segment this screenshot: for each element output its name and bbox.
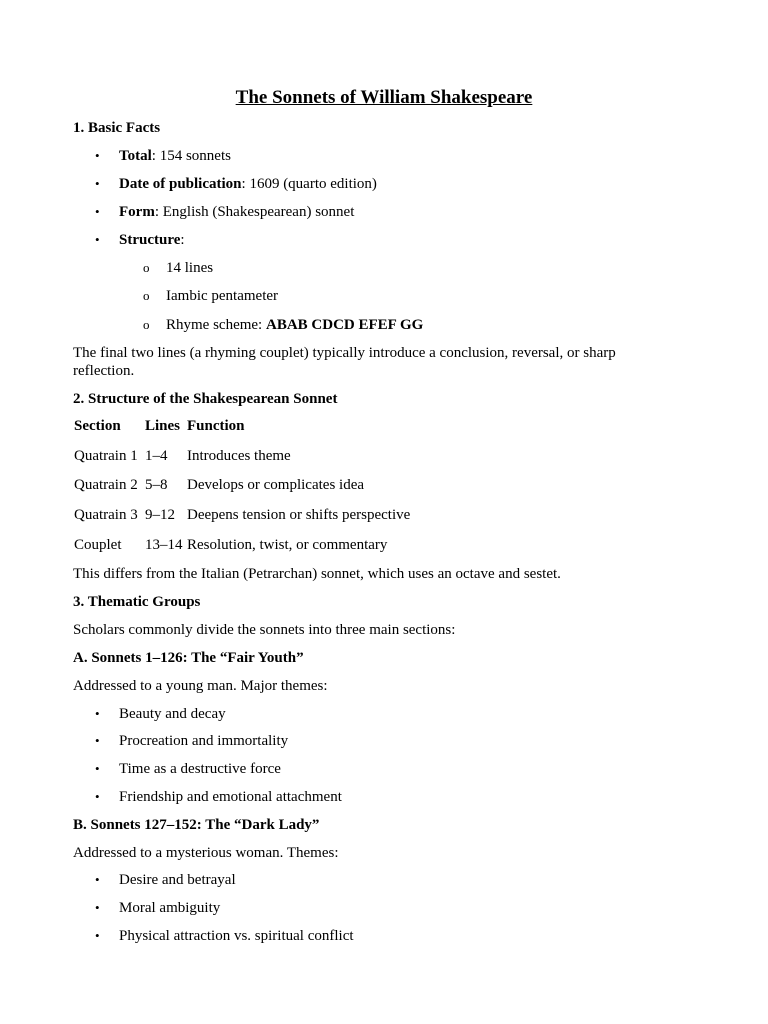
rhyme-scheme: ABAB CDCD EFEF GG <box>265 317 424 333</box>
circle-bullet-icon: o <box>143 288 150 303</box>
table-cell: Introduces theme <box>187 447 291 464</box>
table-row <box>72 442 412 472</box>
theme-text: Time as a destructive force <box>119 761 281 777</box>
bullet-icon: • <box>95 761 100 776</box>
fact-label: Structure <box>119 232 181 248</box>
bullet-icon: • <box>95 789 100 804</box>
table-cell: Quatrain 1 <box>74 447 138 464</box>
group-b-heading: B. Sonnets 127–152: The “Dark Lady” <box>73 817 320 833</box>
bullet-icon: • <box>95 204 100 219</box>
bullet-icon: • <box>95 733 100 748</box>
bullet-icon: • <box>95 232 100 247</box>
column-header: Section <box>74 418 121 435</box>
fact-label: Form <box>119 204 155 220</box>
theme-text: Moral ambiguity <box>119 900 221 916</box>
table-header-row <box>72 412 412 442</box>
section-1-heading: 1. Basic Facts <box>73 120 161 136</box>
column-header: Lines <box>145 418 181 435</box>
table-row <box>72 471 412 501</box>
petrarchan-note: This differs from the Italian (Petrarchan) sonnet, which uses an octave and sestet. <box>73 566 561 582</box>
structure-item: 14 lines <box>166 260 214 276</box>
bullet-icon: • <box>95 872 100 887</box>
circle-bullet-icon: o <box>143 260 150 275</box>
theme-text: Friendship and emotional attachment <box>119 789 342 805</box>
table-cell: 13–14 <box>145 536 183 553</box>
table-cell: 9–12 <box>145 507 175 524</box>
fact-value: English (Shakespearean) sonnet <box>159 204 355 220</box>
section-2-heading: 2. Structure of the Shakespearean Sonnet <box>73 391 338 407</box>
table-cell: Resolution, twist, or commentary <box>187 536 388 553</box>
table-cell: Quatrain 3 <box>74 507 138 524</box>
theme-text: Beauty and decay <box>119 706 226 722</box>
group-b-intro: Addressed to a mysterious woman. Themes: <box>73 845 339 861</box>
theme-text: Desire and betrayal <box>119 872 236 888</box>
table-cell: Couplet <box>74 536 122 553</box>
circle-bullet-icon: o <box>143 317 150 332</box>
bullet-icon: • <box>95 928 100 943</box>
section-3-heading: 3. Thematic Groups <box>73 594 201 610</box>
section-3-intro: Scholars commonly divide the sonnets into three main sections: <box>73 622 456 638</box>
sonnet-structure-table <box>72 412 412 560</box>
group-a-intro: Addressed to a young man. Major themes: <box>73 678 328 694</box>
fact-value: 1609 (quarto edition) <box>245 176 377 192</box>
fact-value: 154 sonnets <box>155 148 231 164</box>
theme-text: Procreation and immortality <box>119 733 289 749</box>
bullet-icon: • <box>95 706 100 721</box>
table-cell: Deepens tension or shifts perspective <box>187 507 411 524</box>
structure-item: Iambic pentameter <box>166 288 279 304</box>
bullet-icon: • <box>95 148 100 163</box>
table-cell: 1–4 <box>145 447 168 464</box>
fact-label: Date of publication <box>119 176 242 192</box>
table-cell: Develops or complicates idea <box>187 477 365 494</box>
document-page: The Sonnets of William Shakespeare 1. Basic Facts • Total: 154 sonnets • Date of publication: 1609 (quarto edition) • Form: English (Shakespearean) sonnet • Structure: o 14 lines o Iambic pentameter o Rhyme scheme: ABAB CDCD EFEF GG The final two lines (a rhyming couplet) typically introduce a conclusion, reversal, or sharp reflection. 2. Structure of the Shakespearean Sonnet Section Lines Function Quatrain 1 1–4 Introduces theme Quatrain 2 5–8 Develops or complicates idea Quatrain 3 9–12 Deepens tension or shifts perspective Couplet 13–14 Resolution, twist, or commentary This differs from the Italian (Petrarchan) sonnet, which uses an octave and sestet. 3. Thematic Groups Scholars commonly divide the sonnets into three main sections: A. Sonnets 1–126: The “Fair Youth” Addressed to a young man. Major themes: • Beauty and decay • Procreation and immortality • Time as a destructive force • Friendship and emotional attachment B. Sonnets 127–152: The “Dark Lady” Addressed to a mysterious woman. Themes: • Desire and betrayal • Moral ambiguity • Physical attraction vs. spiritual conflict <box>0 0 768 1024</box>
structure-item: Rhyme scheme: ABAB CDCD EFEF GG <box>166 317 424 333</box>
group-a-heading: A. Sonnets 1–126: The “Fair Youth” <box>73 650 304 666</box>
table-cell: Quatrain 2 <box>74 477 138 494</box>
bullet-icon: • <box>95 176 100 191</box>
table-cell: 5–8 <box>145 477 168 494</box>
couplet-note: The final two lines (a rhyming couplet) typically introduce a conclusion, reversal, or sharp reflection. <box>73 345 616 379</box>
table-row <box>72 530 412 560</box>
fact-label: Total <box>119 148 152 164</box>
column-header: Function <box>187 418 245 435</box>
table-row <box>72 501 412 531</box>
theme-text: Physical attraction vs. spiritual conflict <box>119 928 354 944</box>
document-title: The Sonnets of William Shakespeare <box>235 87 533 108</box>
bullet-icon: • <box>95 900 100 915</box>
